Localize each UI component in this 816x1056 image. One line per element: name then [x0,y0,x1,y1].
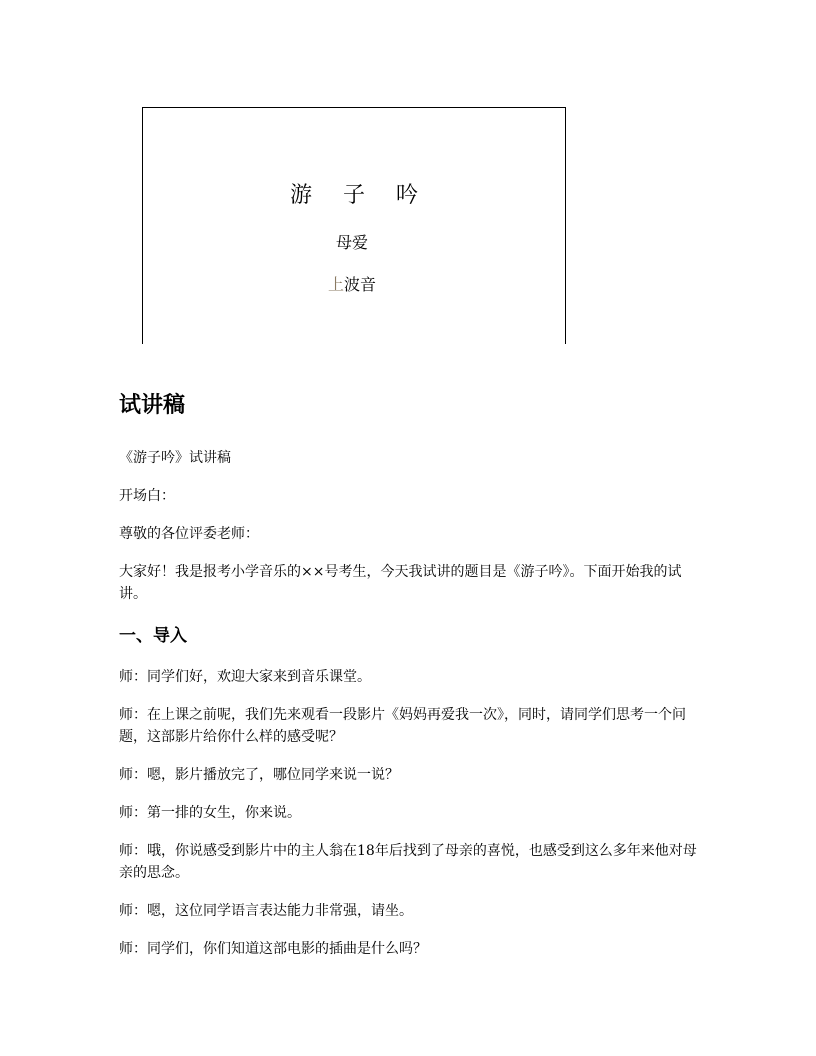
paragraph: 师：在上课之前呢，我们先来观看一段影片《妈妈再爱我一次》，同时，请同学们思考一个问题，这部影片给你什么样的感受呢？ [119,707,686,745]
paragraph: 《游子吟》试讲稿 [119,450,231,466]
paragraph: 师：嗯，影片播放完了，哪位同学来说一说？ [119,767,399,783]
paragraph: 师：第一排的女生，你来说。 [119,805,301,821]
section-heading: 一、导入 [119,626,187,646]
cover-title: 游 子 吟 [290,183,430,208]
cover-frame [142,107,566,344]
cover-line3-text: 波音 [344,275,377,294]
paragraph: 师：嗯，这位同学语言表达能力非常强，请坐。 [119,903,413,919]
paragraph: 师：同学们，你们知道这部电影的插曲是什么吗？ [119,941,427,957]
paragraph: 开场白： [119,488,175,504]
cover-line3 [143,272,565,295]
paragraph: 师：同学们好，欢迎大家来到音乐课堂。 [119,669,371,685]
cover-line3-prefix: 上 [327,275,344,294]
paragraph: 尊敬的各位评委老师： [119,526,259,542]
cover-subtitle: 母爱 [335,233,368,252]
paragraph: 大家好！我是报考小学音乐的××号考生，今天我试讲的题目是《游子吟》。下面开始我的试讲。 [119,564,682,602]
document-heading: 试讲稿 [119,393,186,418]
document-body [119,388,704,976]
paragraph: 师：哦，你说感受到影片中的主人翁在18年后找到了母亲的喜悦，也感受到这么多年来他对母亲的思念。 [119,843,697,881]
